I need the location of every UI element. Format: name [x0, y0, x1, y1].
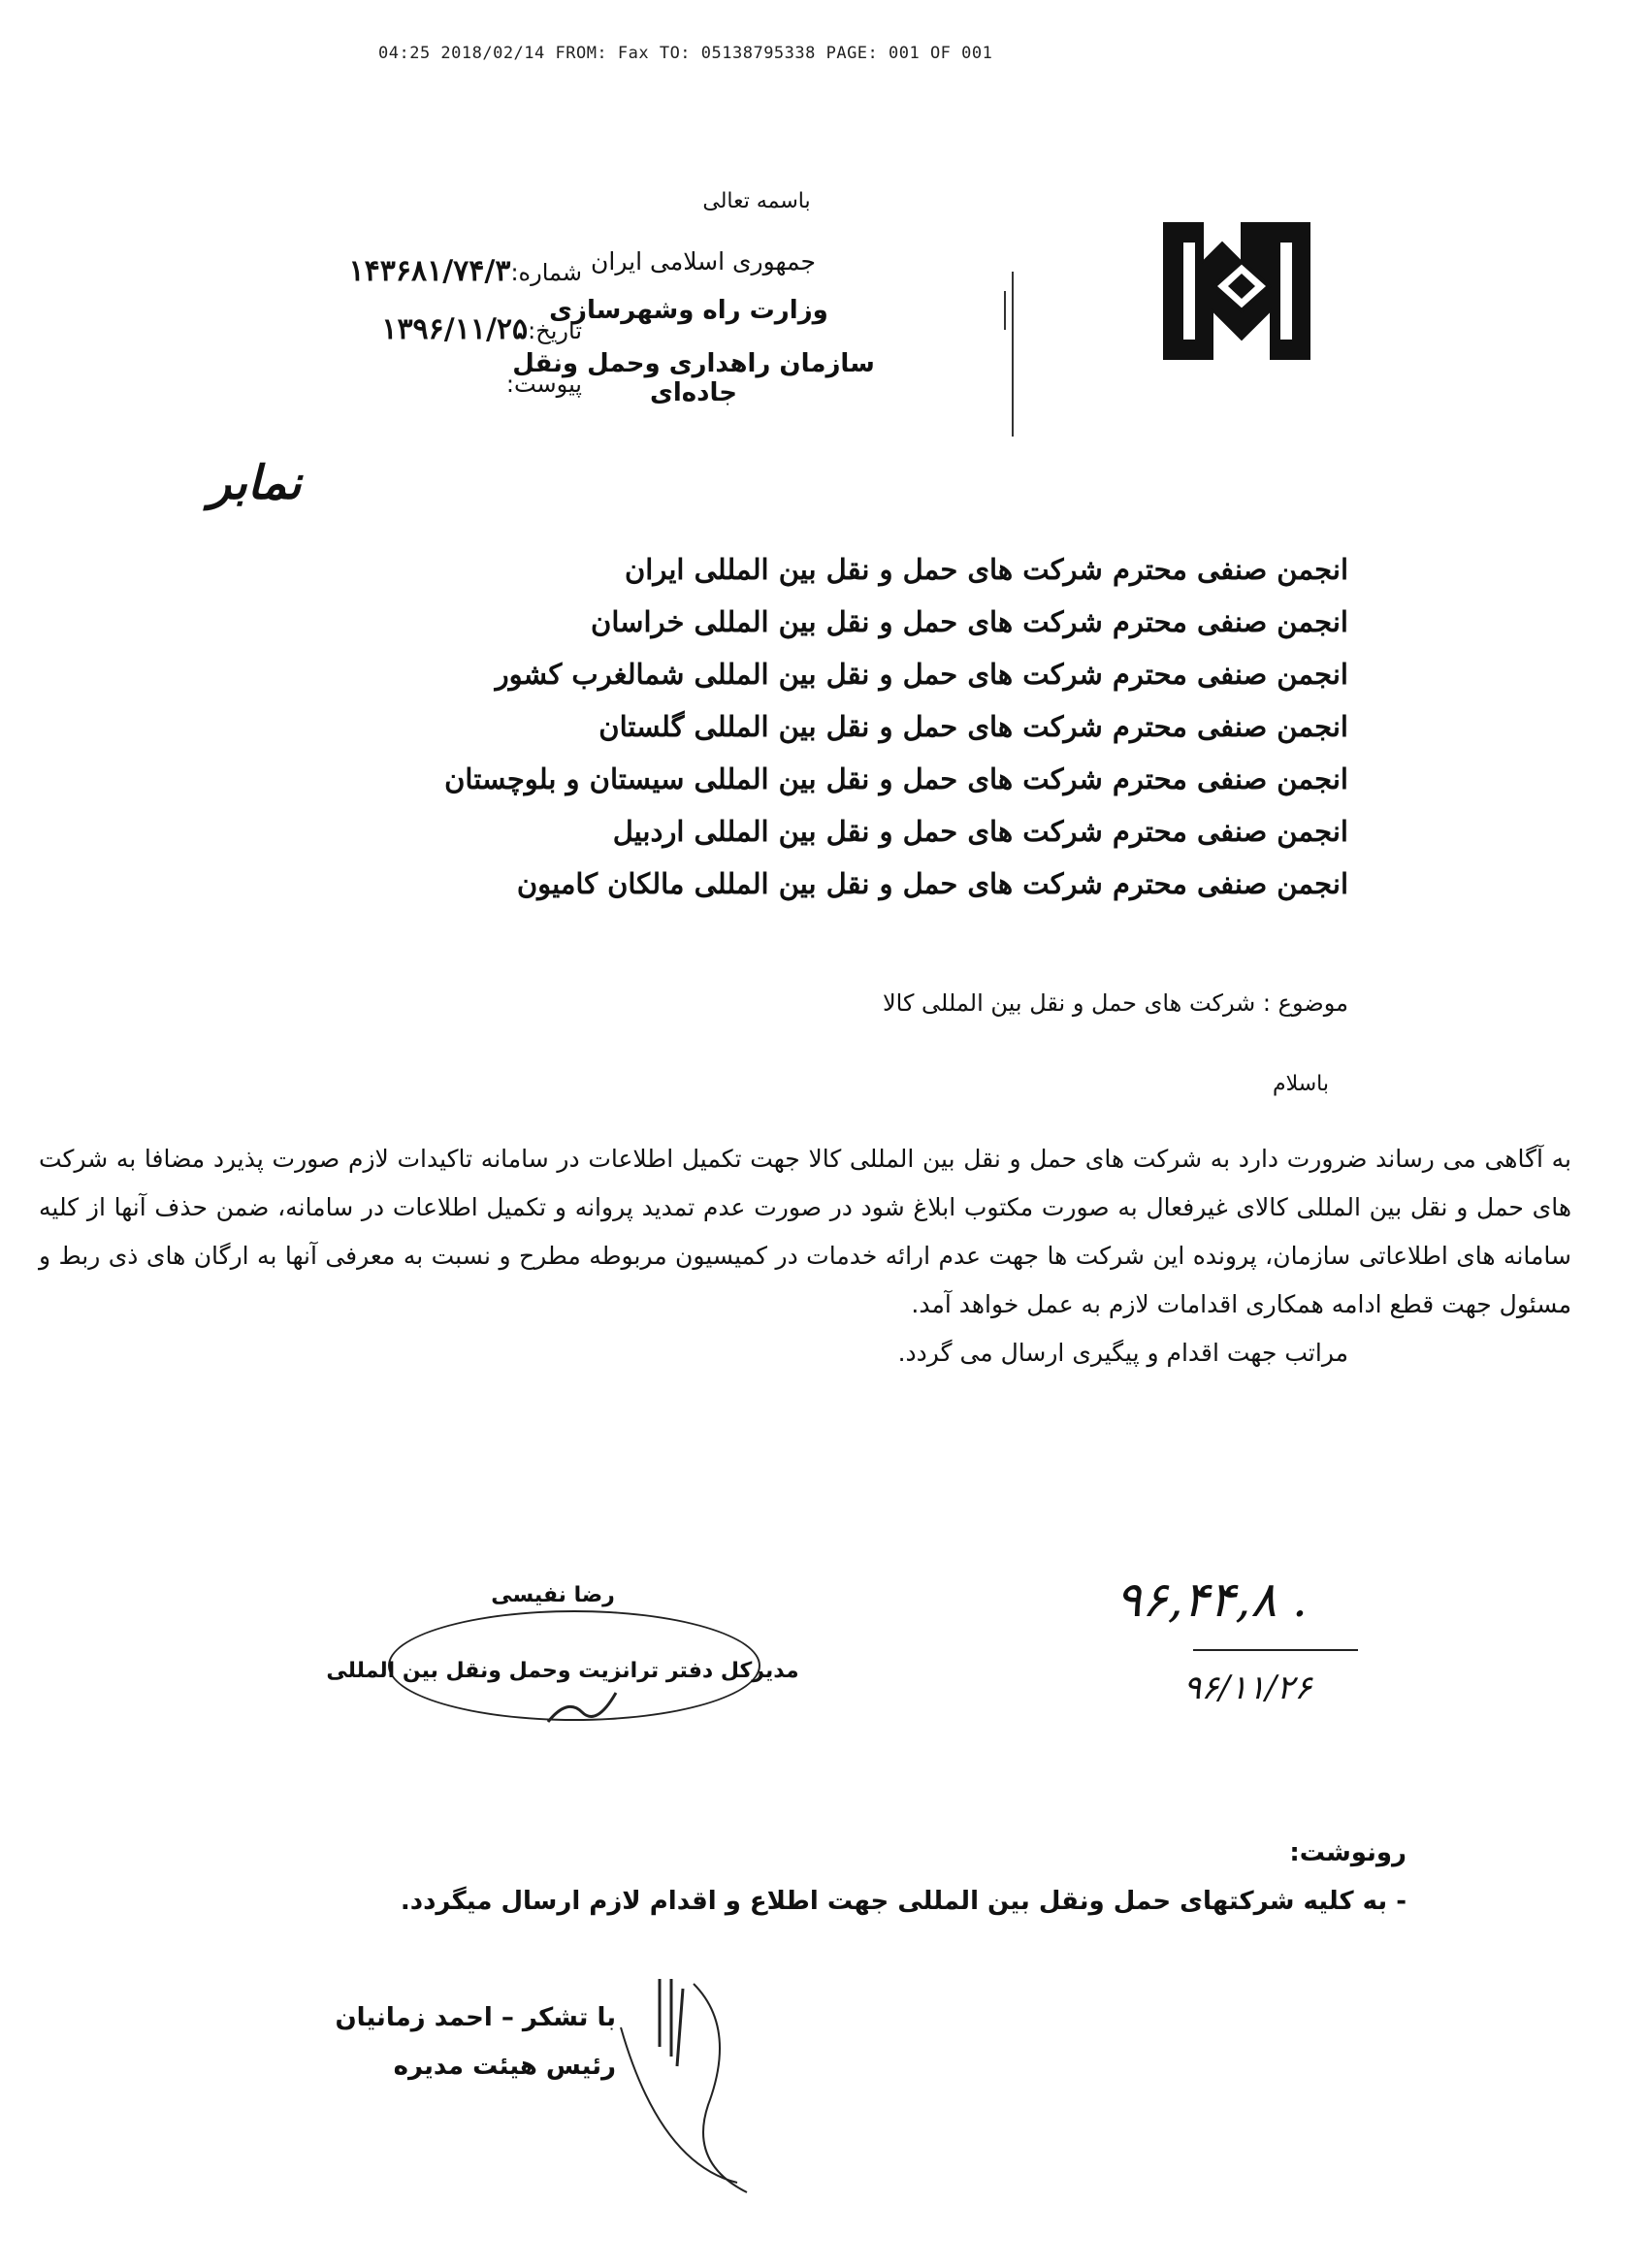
letter-date	[262, 312, 582, 346]
country-name: جمهوری اسلامی ایران	[591, 247, 816, 275]
letter-number	[262, 254, 582, 288]
ministry-name: وزارت راه وشهرسازی	[549, 296, 828, 325]
attachment-label: پیوست:	[505, 371, 582, 398]
header-divider	[1004, 291, 1006, 330]
letter-attachment	[262, 371, 582, 398]
recipient-item: انجمن صنفی محترم شرکت های حمل و نقل بین المللی خراسان	[591, 605, 1348, 638]
recipient-item: انجمن صنفی محترم شرکت های حمل و نقل بین المللی سیستان و بلوچستان	[444, 762, 1348, 795]
invocation: باسمه تعالی	[702, 189, 811, 213]
organization-name: سازمان راهداری وحمل ونقل جاده‌ای	[512, 349, 875, 407]
date-label: تاریخ:	[528, 317, 582, 344]
signature-scribble-icon	[543, 1688, 621, 1727]
date-value: ۱۳۹۶/۱۱/۲۵	[381, 312, 529, 346]
recipient-item: انجمن صنفی محترم شرکت های حمل و نقل بین المللی ایران	[624, 553, 1348, 586]
recipient-item: انجمن صنفی محترم شرکت های حمل و نقل بین المللی شمالغرب کشور	[495, 658, 1348, 691]
recipient-item: انجمن صنفی محترم شرکت های حمل و نقل بین المللی اردبیل	[612, 815, 1348, 848]
organization-logo	[1145, 204, 1339, 378]
copy-line: - به کلیه شرکتهای حمل ونقل بین المللی جهت اطلاع و اقدام لازم ارسال میگردد.	[400, 1887, 1406, 1916]
letter-body	[39, 1135, 1571, 1377]
recipient-item: انجمن صنفی محترم شرکت های حمل و نقل بین المللی گلستان	[598, 710, 1348, 743]
recipients-list	[444, 543, 1348, 910]
number-value: ۱۴۳۶۸۱/۷۴/۳	[348, 254, 511, 288]
handwritten-number: ۹۶,۴۴,۸ .	[1116, 1571, 1308, 1628]
salutation: باسلام	[1272, 1072, 1329, 1096]
recipient-item: انجمن صنفی محترم شرکت های حمل و نقل بین المللی مالکان کامیون	[516, 867, 1348, 900]
thanks-line: با تشکر – احمد زمانیان	[335, 2003, 616, 2032]
handwritten-date: ۹۶/۱۱/۲۶	[1183, 1669, 1312, 1707]
copy-heading: رونوشت:	[1289, 1838, 1406, 1867]
chairman-signature-icon	[601, 1969, 766, 2202]
handwritten-underline	[1193, 1649, 1358, 1651]
number-label: شماره:	[510, 259, 582, 286]
fax-handwritten-note: نمابر	[209, 456, 302, 510]
closing-line: مراتب جهت اقدام و پیگیری ارسال می گردد.	[897, 1339, 1348, 1367]
board-chair: رئیس هیئت مدیره	[393, 2052, 616, 2081]
fax-header: 04:25 2018/02/14 FROM: Fax TO: 05138795338 PAGE: 001 OF 001	[378, 44, 993, 63]
letter-subject: موضوع : شرکت های حمل و نقل بین المللی کالا	[882, 989, 1348, 1017]
header-divider	[1012, 272, 1014, 437]
road-transport-logo-icon	[1145, 204, 1339, 378]
signatory-title: مدیرکل دفتر ترانزیت وحمل ونقل بین المللی	[326, 1659, 799, 1683]
body-paragraph: به آگاهی می رساند ضرورت دارد به شرکت های حمل و نقل بین المللی کالا جهت تکمیل اطلاعات در سامانه تاکیدات لازم صورت پذیرد مضافا به شرکت های حمل و نقل بین المللی کالای غیرفعال به صورت مکتوب ابلاغ شود در صورت عدم تمدید پروانه و تکمیل اطلاعات در سامانه، ضمن حذف آنها از کلیه سامانه های اطلاعاتی سازمان، پرونده این شرکت ها جهت عدم ارائه خدمات در کمیسیون مربوطه مطرح و نسبت به معرفی آنها به ارگان های ذی ربط و مسئول جهت قطع ادامه همکاری اقدامات لازم به عمل خواهد آمد.	[39, 1145, 1571, 1318]
signatory-name: رضا نفیسی	[491, 1583, 615, 1607]
